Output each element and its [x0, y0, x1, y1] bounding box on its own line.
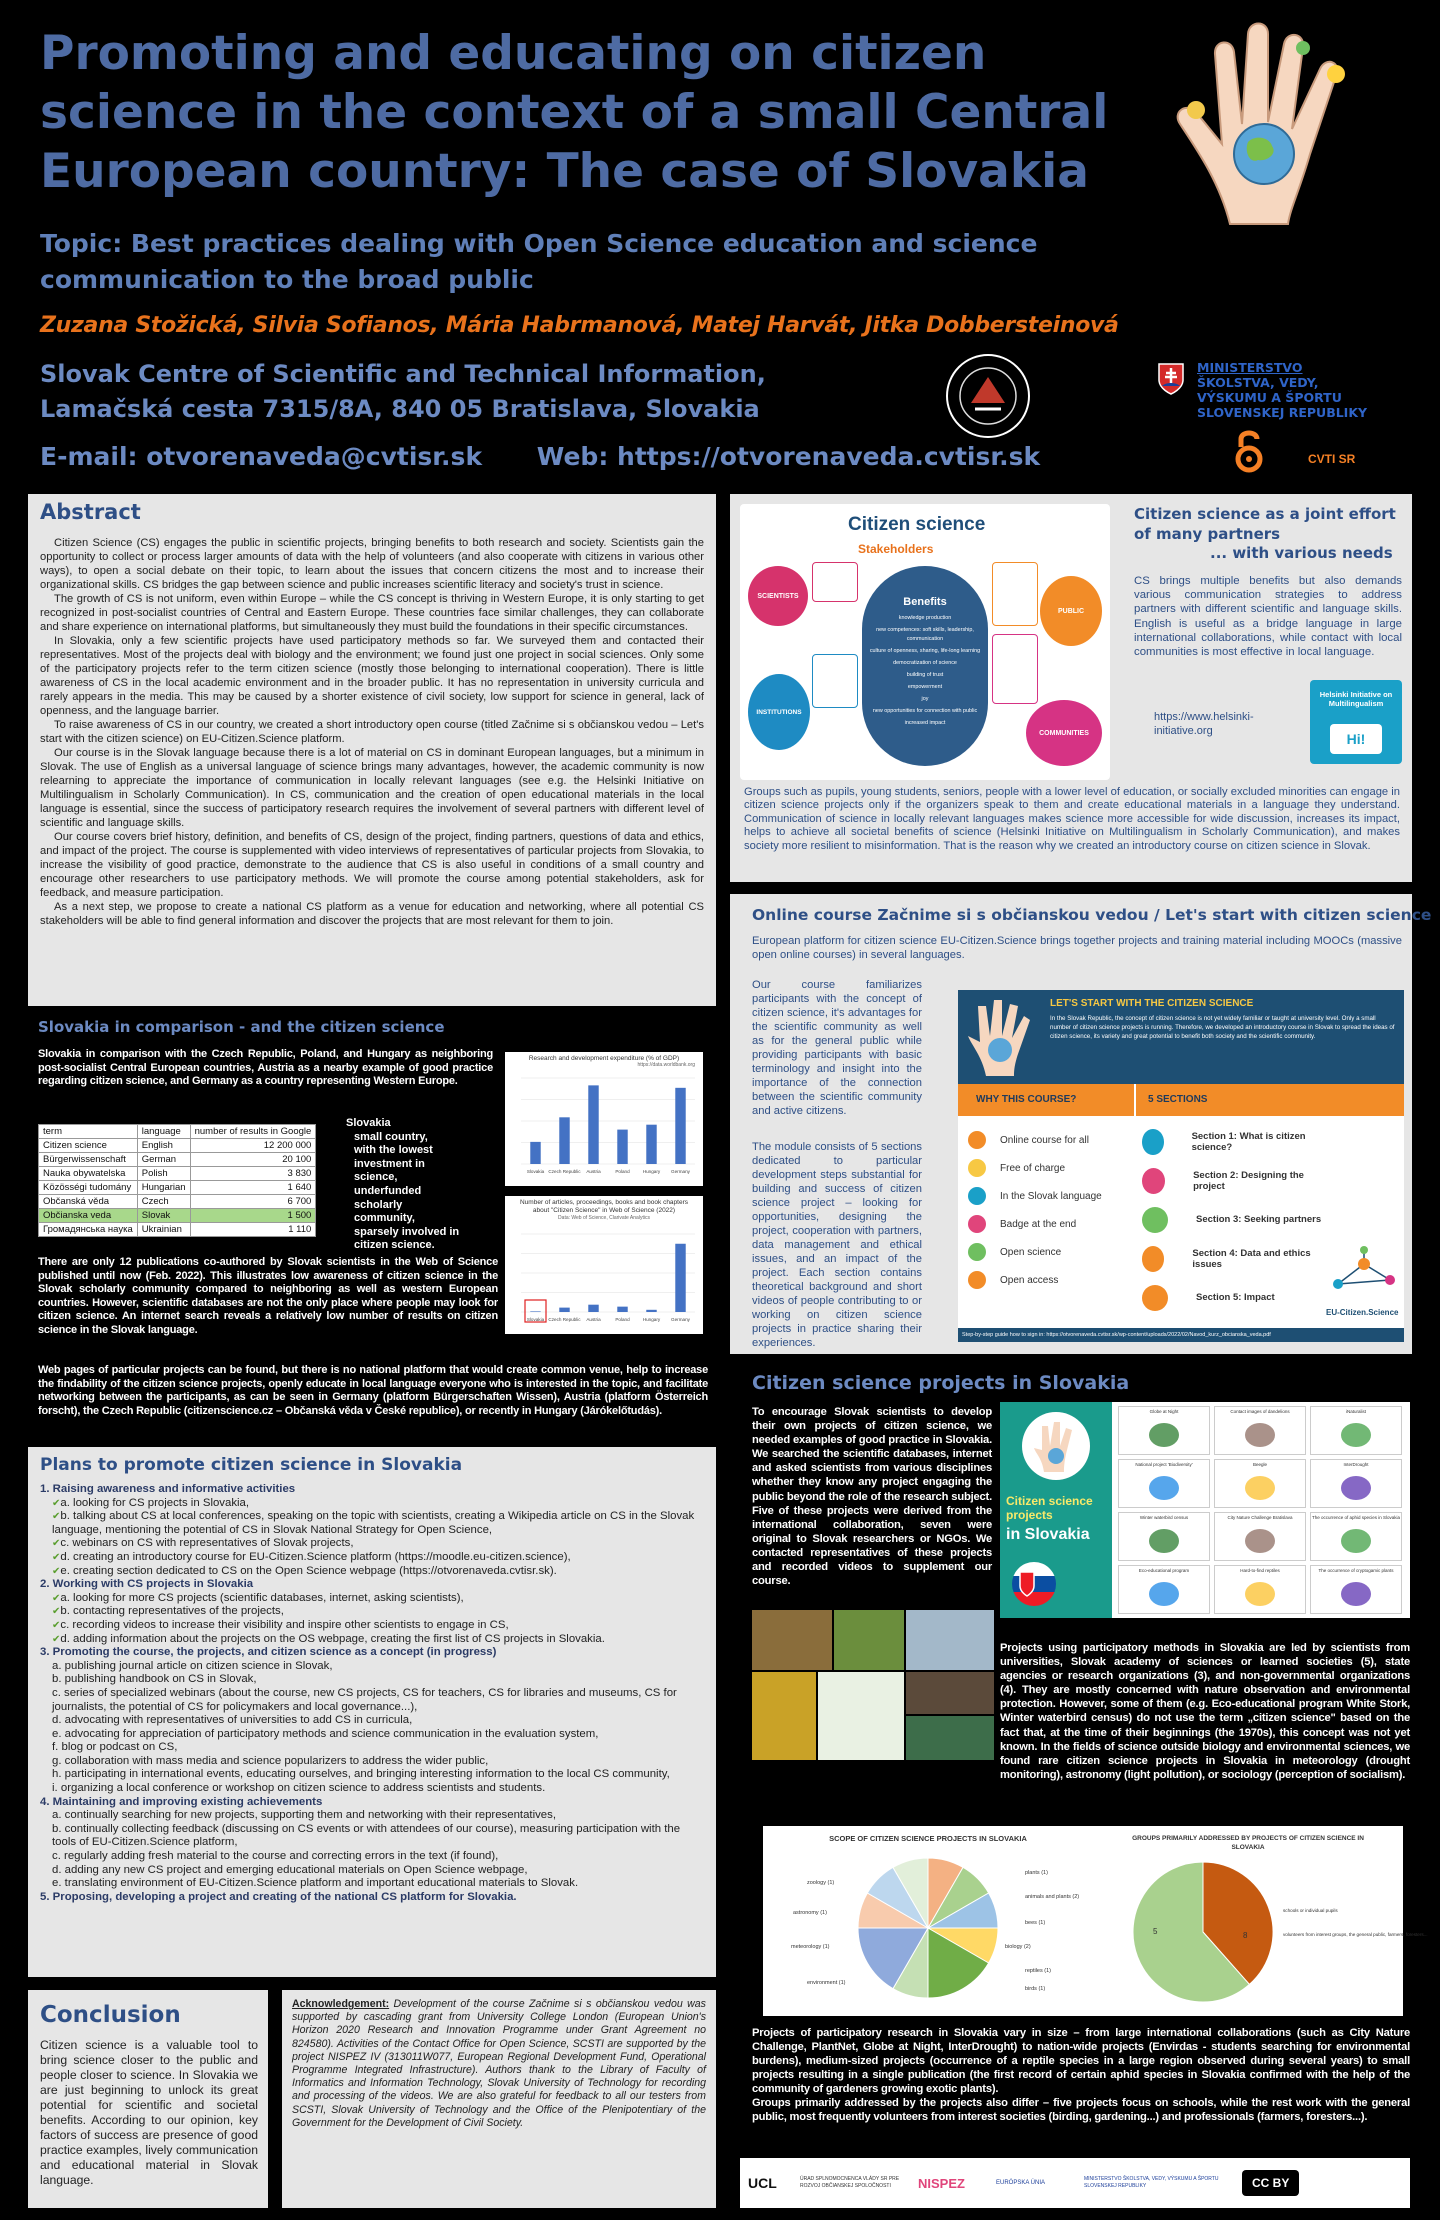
photo-people [906, 1610, 994, 1670]
plan-item: a. publishing journal article on citizen science in Slovak, [52, 1659, 333, 1672]
eu-logo: EURÓPSKA ÚNIA [996, 2180, 1046, 2186]
plan-group [40, 1891, 704, 1905]
pie-label: animals and plants (2) [1025, 1894, 1080, 1900]
table-row: Громадянська наука Ukrainian 1 110 [39, 1223, 316, 1237]
why-list [968, 1126, 1128, 1294]
joint-effort-text: CS brings multiple benefits but also demands various communication strategies to address partners with different scientific and language skills. English is useful as a bridge language in large international collaborations, while contact with local communities is most effective in local language. [1134, 575, 1402, 659]
slovak-flag-icon [1010, 1560, 1058, 1608]
why-item-icon [968, 1131, 986, 1149]
scope-pie-plot [763, 1844, 1093, 2014]
project-logo [1245, 1476, 1275, 1500]
joint-effort-title: Citizen science as a joint effort of many partners [1134, 505, 1396, 543]
benefit-item: democratization of science [893, 660, 957, 666]
joint-effort-groups-text: Groups such as pupils, young students, seniors, people with a lower level of education, or socially excluded minorities can engage in citizen science projects only if the organizers speak to them and create educational materials in a language they understand. Communication of science in locally relevant languages makes science more accessible for wide discussion, increases its impact, helps to achieve all societal benefits of science (Helsinki Initiative on Multilingualism in Scholarly Communication), and makes society more resilient to misinformation. That is the reason why we created an introductory course on citizen science in Slovak. [744, 786, 1400, 852]
project-tile[interactable]: InterDrought [1310, 1459, 1402, 1508]
rd-chart-title: Research and development expenditure (% of GDP) [528, 1055, 680, 1062]
joint-effort-panel [730, 494, 1412, 882]
pie-value-label: 8 [1243, 1931, 1248, 1940]
bar [530, 1142, 540, 1164]
benefit-item: culture of openness, sharing, life-long learning [869, 648, 981, 654]
tick-label: Poland [615, 1317, 630, 1322]
benefit-item: knowledge production [898, 615, 952, 621]
stakeholders-infographic [740, 504, 1110, 780]
sections-list [1142, 1122, 1322, 1317]
institution-line2: Lamačská cesta 7315/8A, 840 05 Bratislava, Slovakia [40, 395, 760, 423]
comparison-intro: Slovakia in comparison with the Czech Republic, Poland, and Hungary as neighboring post-socialist Central European countries, Austria as a nearby example of good practice regarding citizen science, and Germany as a country representing Western Europe. [38, 1048, 493, 1088]
banner-text: In the Slovak Republic, the concept of citizen science is not yet widely familiar or taught at university level. Only a small number of citizen science projects is running. Therefore, we developed an introductory course in Slovak to spread the ideas of citizen science, its variety and great potential to benefit both society and the scientific community. [1050, 1015, 1395, 1040]
plan-group-heading: 1. Raising awareness and informative activities [40, 1483, 296, 1495]
table-row: Bürgerwissenschaft German 20 100 [39, 1153, 316, 1167]
network-icon [1328, 1244, 1400, 1296]
projects-title: Citizen science projects in Slovakia [752, 1372, 1130, 1394]
plan-item: ✔ a. looking for CS projects in Slovakia, [52, 1497, 704, 1511]
why-item: Open science [968, 1238, 1128, 1266]
project-tile[interactable]: Beegle [1214, 1459, 1306, 1508]
scope-pie-chart [763, 1826, 1093, 2016]
plan-group [40, 1483, 704, 1578]
plans-list [40, 1483, 704, 1904]
project-tile[interactable]: Winter waterbird census [1118, 1512, 1210, 1561]
project-tile[interactable]: Globe at Night [1118, 1406, 1210, 1455]
rd-chart-plot [505, 1072, 703, 1184]
why-item: Badge at the end [968, 1210, 1128, 1238]
helsinki-initiative-badge: Helsinki Initiative on Multilingualism Hi! [1310, 680, 1402, 764]
course-text1: Our course familiarizes participants with the concept of citizen science, it's advantages for the scientific community as well as for the general public while providing participants with basic terminology and insight into the importance of the connection between the scientific community and active citizens. [752, 979, 922, 1117]
email[interactable]: E-mail: otvorenaveda@cvtisr.sk [40, 442, 483, 471]
plan-item: ✔ c. recording videos to increase their visibility and inspire other scientists to engage in CS, [52, 1619, 704, 1633]
tick-label: Czech Republic [548, 1317, 581, 1322]
project-tile-grid [1118, 1406, 1406, 1614]
benefit-item: joy [921, 696, 929, 702]
plans-panel [28, 1447, 716, 1977]
abstract-panel [28, 494, 716, 1006]
section-icon [1142, 1285, 1168, 1311]
bar [588, 1085, 598, 1164]
plan-group [40, 1796, 704, 1891]
tick-label: Hungary [642, 1169, 661, 1174]
slovakia-label: Slovakia [346, 1117, 391, 1129]
plan-item: e. translating environment of EU-Citizen.Science platform and important educational materials to Slovak. [52, 1877, 579, 1890]
google-results-table: term language number of results in Google Citizen science English 12 200 000 Bürgerwissenschaft German 20 100 Nauka obywatelska Polish 3 830 Közösségi tudomány Hungarian 1 640 Občanská věda Czech 6 700 Občianska veda Slovak 1 500 Громадянська наука Ukrainian 1 110 [38, 1124, 316, 1237]
plan-item: ✔ b. talking about CS at local conferences, speaking on the topic with scientists, creating a Wikipedia article on CS in the Slovak language, mentioning the potential of CS in Slovak National Strategy for Open Science, [52, 1510, 704, 1537]
photo-forest [906, 1716, 994, 1760]
course-section-item[interactable]: Section 4: Data and ethics issues [1142, 1239, 1322, 1278]
section-icon [1142, 1207, 1168, 1233]
why-item: Online course for all [968, 1126, 1128, 1154]
comparison-bottom-text: There are only 12 publications co-authored by Slovak scientists in the Web of Science published until now (Feb. 2022). This illustrates low awareness of citizen science in the Slovak scholarly community compared to neighboring as well as western European countries. However, scientific databases are not the only place where people may look for citizen science. An internet search reveals a relatively low number of results on citizen science in the Slovak language. [38, 1256, 498, 1336]
conclusion-text: Citizen science is a valuable tool to bring science closer to the public and people closer to science. In Slovakia we are just beginning to unlock its great potential for scientific and societal benefits. According to our opinion, key factors of success are presence of good practice examples, lively communication and educational material in Slovak language. [40, 2038, 258, 2187]
project-logo [1149, 1529, 1179, 1553]
open-access-icon [1233, 427, 1265, 473]
helsinki-link[interactable]: https://www.helsinki-initiative.org [1154, 711, 1254, 737]
ministry-logo-text: MINISTERSTVO ŠKOLSTVA, VEDY, VÝSKUMU A ŠPORTU SLOVENSKEJ REPUBLIKY [1197, 360, 1368, 420]
photo-collage [752, 1610, 994, 1760]
node-scientists: SCIENTISTS [748, 566, 808, 626]
acknowledgement-text: Acknowledgement: Development of the course Začnime si s občianskou vedou was supported by cascading grant from University College London (European Union's Horizon 2020 Research and Innovation Programme under Grant Agreement no 824580). Activities of the Contact Office for Open Science, SCSTI are supported by the project NISPEZ IV (313011W077, European Regional Development Fund, Operational Programme Integrated Infrastructure). Authors thank to the Library of Faculty of Informatics and Information Technology, Slovak University of Technology for recording and processing of the videos. We are also grateful for feedback to all our testers from SCSTI, Slovak University of Technology and the Office of the Plenipotentiary of the Government for the Development of Civil Society. [292, 1998, 706, 2129]
plan-item: e. advocating for appreciation of participatory methods and science communication in the evaluation system, [52, 1727, 599, 1740]
plan-group-heading: 2. Working with CS projects in Slovakia [40, 1578, 254, 1591]
abstract-body: Citizen Science (CS) engages the public in scientific projects, bringing benefits to both research and society. Scientists gain the opportunity to collect or process larger amounts of data with the help of volunteers (and also cooperate with citizens in various other ways), to open a social debate on their topic, to learn about the issues that concern citizens the most and to increase their organizational skills. CS bridges the gap between science and public increases scientific literacy and society's trust in science. The growth of CS is not uniform, even within Europe – while the CS concept is thriving in Western Europe, it is only starting to get recognized in post-socialist countries of Central and Eastern Europe. These countries face similar challenges, they can collaborate and share experience on international platforms, but simultaneously they must build the foundations in their specific circumstances. In Slovakia, only a few scientific projects have used participatory methods so far. We surveyed them and contacted their representatives. Most of the projects deal with biology and the environment; we found just one project in social sciences. Only some of the participatory projects refer to the term citizen science (mostly those belonging to international cooperation). There is little awareness of CS in the local academic environment and in the broader public. It has no representation in university curricula and rarely appears in the media. This may be caused by a shorter existence of civil society, low support for science in general, lack of openness, and the language barrier. To raise awareness of CS in our country, we created a short introductory open course (titled Začnime si s občianskou vedou – Let's start with the citizen science) on EU-Citizen.Science platform. Our course is in the Slovak language because there is a lot of material on CS in dominant European languages, but a minimum in Slovak. The use of English as a universal language of science brings many advantages, however, the academic community is now relearning to appreciate the importance of communication in locally relevant languages (see e.g. the Helsinki Initiative on Multilingualism in Scholarly Communication). In CS, communication and the creation of open educational materials in the local language is essential, since the success of participatory research requires the involvement of several partners with different level of scientific and language skills. Our course covers brief history, definition, and benefits of CS, design of the project, finding partners, questions of data and ethics, and impact of the project. The course is supplemented with video interviews of representatives of particular projects from Slovakia, to increase the visibility of good practice, demonstrate to the audience that CS is also useful in conditions of a small country and encourage other researchers to use participatory methods. We will promote the course among potential stakeholders, ask for feedback, and measure participation. As a next step, we propose to create a national CS platform as a venue for education and networking, where all potential CS stakeholders will be able to find general information and discover the projects that are most relevant for them to join. [40, 537, 704, 927]
bar [559, 1117, 569, 1164]
projects-participatory-text: Projects using participatory methods in Slovakia are led by scientists from universities, Slovak academy of sciences or learned societies (5), state agencies or research organizations (3), and non-governmental organizations (4). They are mostly concerned with nature observation and environmental protection. However, some of them (e.g. Eco-educational program White Stork, Winter waterbird census) do not use the term „citizen science" based on the fact that, at the time of their beginnings (the 1970s), this concept was not yet known. In the fields of science outside biology and environmental sciences, we found rare citizen science projects in Slovakia in meteorology (drought monitoring), astronomy (light pollution), or sociology (perception of socialism). [1000, 1642, 1410, 1781]
pie-label: astronomy (1) [793, 1910, 827, 1916]
course-section-item[interactable]: Section 2: Designing the project [1142, 1161, 1322, 1200]
tick-label: Germany [671, 1317, 690, 1322]
why-item-icon [968, 1243, 986, 1261]
why-item-icon [968, 1159, 986, 1177]
poster-authors: Zuzana Stožická, Silvia Sofianos, Mária Habrmanová, Matej Harvát, Jitka Dobbersteinová [40, 313, 1119, 338]
pie-label: birds (1) [1025, 1986, 1046, 1992]
groups-pie-chart [1093, 1826, 1428, 2016]
conclusion-panel [28, 1990, 268, 2208]
photo-flowers [752, 1672, 816, 1760]
ministry-footer-logo: MINISTERSTVO ŠKOLSTVA, VEDY, VÝSKUMU A ŠPORTU SLOVENSKEJ REPUBLIKY [1084, 2176, 1219, 2189]
why-item-icon [968, 1271, 986, 1289]
why-item: Free of charge [968, 1154, 1128, 1182]
footer-logos [740, 2158, 1410, 2208]
wos-chart-plot [505, 1228, 703, 1332]
plan-item: c. regularly adding fresh material to the course and correcting errors in the text (if found), [52, 1850, 499, 1863]
project-logo [1341, 1423, 1371, 1447]
collage-hand-icon [1020, 1410, 1092, 1482]
plan-item: ✔ b. contacting representatives of the projects, [52, 1605, 704, 1619]
conclusion-title: Conclusion [40, 2002, 181, 2028]
bar [588, 1305, 598, 1312]
wos-chart [505, 1196, 703, 1334]
photo-camera [906, 1672, 994, 1714]
comparison-title: Slovakia in comparison - and the citizen science [38, 1018, 445, 1036]
table-row: Občanská věda Czech 6 700 [39, 1195, 316, 1209]
institutions-callout [812, 654, 858, 708]
projects-intro: To encourage Slovak scientists to develop their own projects of citizen science, we needed examples of good practice in Slovakia. We searched the scientific databases, internet and asked scientists from various disciplines whether they know any project engaging the public beyond the role of the research subject. Five of these projects were derived from the international collaboration, seven were original to Slovak researchers or NGOs. We contacted representatives of these projects and recorded videos to supplement our course. [752, 1406, 992, 1588]
wos-chart-title: Number of articles, proceedings, books and book chapters about "Citizen Science" in Web of Science (2022) [519, 1199, 688, 1214]
public-callout [992, 562, 1038, 626]
tick-label: Germany [671, 1169, 690, 1174]
plan-item: b. publishing handbook on CS in Slovak, [52, 1673, 257, 1686]
comparison-web-text: Web pages of particular projects can be found, but there is no national platform that would create common venue, help to increase the findability of the citizen science projects, openly educate in local language everyone who is interested in the topic, and facilitate networking between the participants, as can be seen in Germany (platform Bürgerschaften Wissen), Austria (platform Österreich forscht), the Czech Republic (citizenscience.cz – Občanská věda v České republice), or recently in Hungary (Járókelőtudás). [38, 1364, 708, 1417]
groups-pie-plot [1093, 1854, 1428, 2014]
course-panel [730, 894, 1432, 1354]
project-tile[interactable]: National project 'Biodiversity' [1118, 1459, 1210, 1508]
pie-label: zoology (1) [807, 1880, 835, 1886]
plan-item: ✔ c. webinars on CS with representatives of Slovak projects, [52, 1537, 704, 1551]
project-logo [1341, 1476, 1371, 1500]
project-logo [1149, 1476, 1179, 1500]
benefit-item: building of trust [906, 672, 944, 678]
pie-value-label: 5 [1153, 1927, 1158, 1936]
project-tile[interactable]: Hard-to-find reptiles [1214, 1565, 1306, 1614]
wos-chart-subtitle: Data: Web of Science, Clarivate Analytics [558, 1215, 650, 1221]
cc-by-license-icon: CC BY [1242, 2170, 1299, 2196]
project-tile[interactable]: iNaturalist [1310, 1406, 1402, 1455]
course-section-item[interactable]: Section 1: What is citizen science? [1142, 1122, 1322, 1161]
nispez-logo: NISPEZ [918, 2175, 965, 2191]
bar [646, 1310, 656, 1312]
tick-label: Slovakia [526, 1169, 545, 1174]
bar [646, 1125, 656, 1164]
rd-chart-subtitle: https://data.worldbank.org [637, 1062, 695, 1068]
tick-label: Austria [586, 1317, 601, 1322]
plans-title: Plans to promote citizen science in Slovakia [40, 1455, 463, 1475]
banner-hand-icon [964, 996, 1040, 1078]
plan-group-heading: 4. Maintaining and improving existing achievements [40, 1795, 323, 1808]
scientists-callout [812, 562, 858, 602]
plan-item: g. collaboration with mass media and science popularizers to address the wider public, [52, 1754, 489, 1767]
project-logo [1245, 1582, 1275, 1606]
joint-effort-subtitle: ... with various needs [1210, 544, 1393, 562]
bar [617, 1307, 627, 1312]
web-link[interactable]: Web: https://otvorenaveda.cvtisr.sk [536, 442, 1041, 471]
project-logo [1341, 1582, 1371, 1606]
ucl-logo: UCL [748, 2175, 777, 2191]
pie-label: environment (1) [807, 1980, 846, 1986]
plan-item: d. advocating with representatives of universities to add CS in curricula, [52, 1714, 413, 1727]
node-public: PUBLIC [1040, 576, 1102, 646]
course-intro: European platform for citizen science EU-Citizen.Science brings together projects and training material including MOOCs (massive open online courses) in several languages. [752, 935, 1402, 961]
plan-group [40, 1646, 704, 1796]
tick-label: Slovakia [526, 1317, 545, 1322]
institution-line1: Slovak Centre of Scientific and Technical Information, [40, 360, 766, 388]
poster-topic: Topic: Best practices dealing with Open Science education and science communication to the broad public [40, 229, 1038, 294]
slovak-coat-of-arms-icon [1157, 362, 1185, 396]
table-row: Nauka obywatelska Polish 3 830 [39, 1167, 316, 1181]
photo-field [834, 1610, 904, 1670]
banner-orange-bar [958, 1084, 1404, 1116]
plan-item: ✔ d. adding information about the projects on the OS webpage, creating the first list of CS projects in Slovakia. [52, 1633, 704, 1647]
plan-item: ✔ d. creating an introductory course for EU-Citizen.Science platform (https://moodle.eu-citizen.science), [52, 1551, 704, 1565]
rd-chart [505, 1052, 703, 1186]
photo-hand-earth [818, 1672, 904, 1760]
cvti-round-logo [945, 353, 1031, 439]
project-tile[interactable]: City Nature Challenge Bratislava [1214, 1512, 1306, 1561]
bar [559, 1308, 569, 1312]
table-row: Közösségi tudomány Hungarian 1 640 [39, 1181, 316, 1195]
hand-earth-illustration [1160, 14, 1380, 226]
project-logo [1245, 1423, 1275, 1447]
course-banner-top [958, 990, 1404, 1084]
plan-item: h. participating in international events, educating ourselves, and bringing interesting information to the local CS community, [52, 1768, 670, 1781]
project-tile[interactable]: The occurrence of aphid species in Slovakia [1310, 1512, 1402, 1561]
benefit-item: empowerment [907, 684, 943, 690]
cvti-logo: CVTI SR [1308, 452, 1356, 466]
node-communities: COMMUNITIES [1026, 700, 1102, 766]
tick-label: Czech Republic [548, 1169, 581, 1174]
plan-item: ✔ a. looking for more CS projects (scientific databases, internet, asking scientists), [52, 1592, 704, 1606]
course-title: Online course Začnime si s občianskou vedou / Let's start with citizen science [752, 906, 1432, 924]
plan-group-heading: 3. Promoting the course, the projects, and citizen science as a concept (in progress) [40, 1646, 497, 1659]
why-item-icon [968, 1187, 986, 1205]
plan-group-heading: 5. Proposing, developing a project and creating of the national CS platform for Slovakia. [40, 1890, 517, 1903]
teal-card-subtitle: in Slovakia [1006, 1526, 1090, 1543]
plan-item: c. series of specialized webinars (about the course, new CS projects, CS for teachers, CS for libraries and museums, CS for journalists, the potential of CS for policymakers and local governance...), [52, 1686, 677, 1713]
course-text2: The module consists of 5 sections dedicated to particular development steps substantial for building and success of citizen science project – looking for opportunities, designing the project, cooperation with partners, data management and ethical issues, and an impact of the project. Each section contains theoretical background and short videos of people contributing to or working on citizen science projects in practice sharing their experiences. [752, 1141, 922, 1349]
project-logo [1149, 1582, 1179, 1606]
course-banner [958, 990, 1404, 1342]
slovakia-points: Slovakia small country, with the lowest investment in science, underfunded scholarly community, sparsely involved in citizen science. [346, 1117, 464, 1253]
bar [617, 1130, 627, 1164]
sections-title: 5 SECTIONS [1148, 1094, 1208, 1105]
projects-collage [1000, 1402, 1410, 1618]
bar [675, 1244, 685, 1312]
abstract-title: Abstract [40, 500, 141, 524]
poster-title: Promoting and educating on citizen science in the context of a small Central European country: The case of Slovakia [40, 26, 1109, 199]
scope-pie-title: SCOPE OF CITIZEN SCIENCE PROJECTS IN SLOVAKIA [829, 1834, 1027, 1843]
institution [40, 357, 766, 427]
section-icon [1142, 1246, 1164, 1272]
plan-item: i. organizing a local conference or workshop on citizen science to address scientists and students. [52, 1782, 546, 1795]
plan-item: b. continually collecting feedback (discussing on CS events or with attendees of our course), measuring participation with the tools of EU-Citizen.Science platform, [52, 1822, 681, 1849]
infographic-stakeholders: Stakeholders [858, 542, 934, 556]
banner-title: LET'S START WITH THE CITIZEN SCIENCE [1050, 998, 1254, 1009]
infographic-title: Citizen science [848, 514, 986, 535]
pie-label: schools or individual pupils [1283, 1908, 1338, 1913]
projects-size-text: Projects of participatory research in Slovakia vary in size – from large international collaborations (such as City Nature Challenge, PlantNet, Globe at Night, InterDrought) to nation-wide projects (Envirdas - students searching for environmental burdens), medium-sized projects (occurrence of a reptile species in a large region observed during several years) to small projects resulting in a single publication (the first record of certain aphid species in Slovakia confirmed with the help of the community of gardeners growing exotic plants). Groups primarily addressed by the projects also differ – five projects focus on schools, while the rest work with the general public, most frequently volunteers from interest societies (birding, gardening...) and professionals (farmers, foresters...). [752, 2027, 1410, 2123]
tick-label: Hungary [642, 1317, 661, 1322]
plan-group [40, 1578, 704, 1646]
pie-label: reptiles (1) [1025, 1968, 1051, 1974]
tick-label: Austria [586, 1169, 601, 1174]
pie-label: bees (1) [1025, 1920, 1046, 1926]
projects-teal-card [1000, 1402, 1112, 1618]
acknowledgement-panel [282, 1990, 716, 2208]
project-logo [1341, 1529, 1371, 1553]
section-icon [1142, 1129, 1164, 1155]
benefit-item: new competences: soft skills, leadership, communication [876, 627, 974, 642]
benefit-item: new opportunities for connection with public [872, 708, 978, 714]
table-row: Citizen science English 12 200 000 [39, 1139, 316, 1153]
eu-citizen-science-logo: EU-Citizen.Science [1326, 1308, 1399, 1317]
section-icon [1142, 1168, 1165, 1194]
communities-callout [992, 634, 1038, 704]
project-logo [1149, 1423, 1179, 1447]
table-row: Občianska veda Slovak 1 500 [39, 1209, 316, 1223]
benefit-list [868, 614, 982, 731]
bar [530, 1311, 540, 1312]
why-title: WHY THIS COURSE? [976, 1094, 1077, 1105]
teal-card-title: Citizen science projects [1006, 1494, 1093, 1522]
why-item: In the Slovak language [968, 1182, 1128, 1210]
plenipotentiary-logo: ÚRAD SPLNOMOCNENCA VLÁDY SR PRE ROZVOJ OBČIANSKEJ SPOLOČNOSTI [800, 2176, 900, 2189]
course-guide-link[interactable]: Step-by-step guide how to sign in: https://otvorenaveda.cvtisr.sk/wp-content/uploads/2022/02/Navod_kurz_obcianska_veda.pdf [958, 1328, 1404, 1342]
pie-label: volunteers from interest groups, the general public, farmers, foresters... [1283, 1932, 1428, 1937]
course-section-item[interactable]: Section 3: Seeking partners [1142, 1200, 1322, 1239]
photo-mushrooms [752, 1610, 832, 1670]
plan-item: d. adding any new CS project and emerging educational materials on Open Science webpage, [52, 1863, 528, 1876]
course-section-item[interactable]: Section 5: Impact [1142, 1278, 1322, 1317]
plan-item: a. continually searching for new projects, supporting them and networking with their representatives, [52, 1809, 556, 1822]
pie-label: plants (1) [1025, 1870, 1048, 1876]
contact [40, 442, 1086, 471]
project-tile[interactable]: Eco-educational program [1118, 1565, 1210, 1614]
node-institutions: INSTITUTIONS [748, 674, 810, 750]
tick-label: Poland [615, 1169, 630, 1174]
why-item-icon [968, 1215, 986, 1233]
groups-pie-title: GROUPS PRIMARILY ADDRESSED BY PROJECTS OF CITIZEN SCIENCE IN SLOVAKIA [1132, 1835, 1364, 1851]
why-item: Open access [968, 1266, 1128, 1294]
bar [675, 1088, 685, 1164]
pie-label: meteorology (1) [791, 1944, 830, 1950]
project-tile[interactable]: Contact images of dandelions [1214, 1406, 1306, 1455]
benefits-title: Benefits [903, 596, 947, 608]
pie-label: biology (2) [1005, 1944, 1031, 1950]
project-logo [1245, 1529, 1275, 1553]
project-tile[interactable]: The occurrence of cryptogamic plants [1310, 1565, 1402, 1614]
plan-item: f. blog or podcast on CS, [52, 1741, 178, 1754]
comparison-section [38, 1018, 708, 1036]
plan-item: ✔ e. creating section dedicated to CS on the Open Science webpage (https://otvorenaveda.cvtisr.sk). [52, 1565, 704, 1579]
benefit-item: increased impact [904, 720, 946, 726]
